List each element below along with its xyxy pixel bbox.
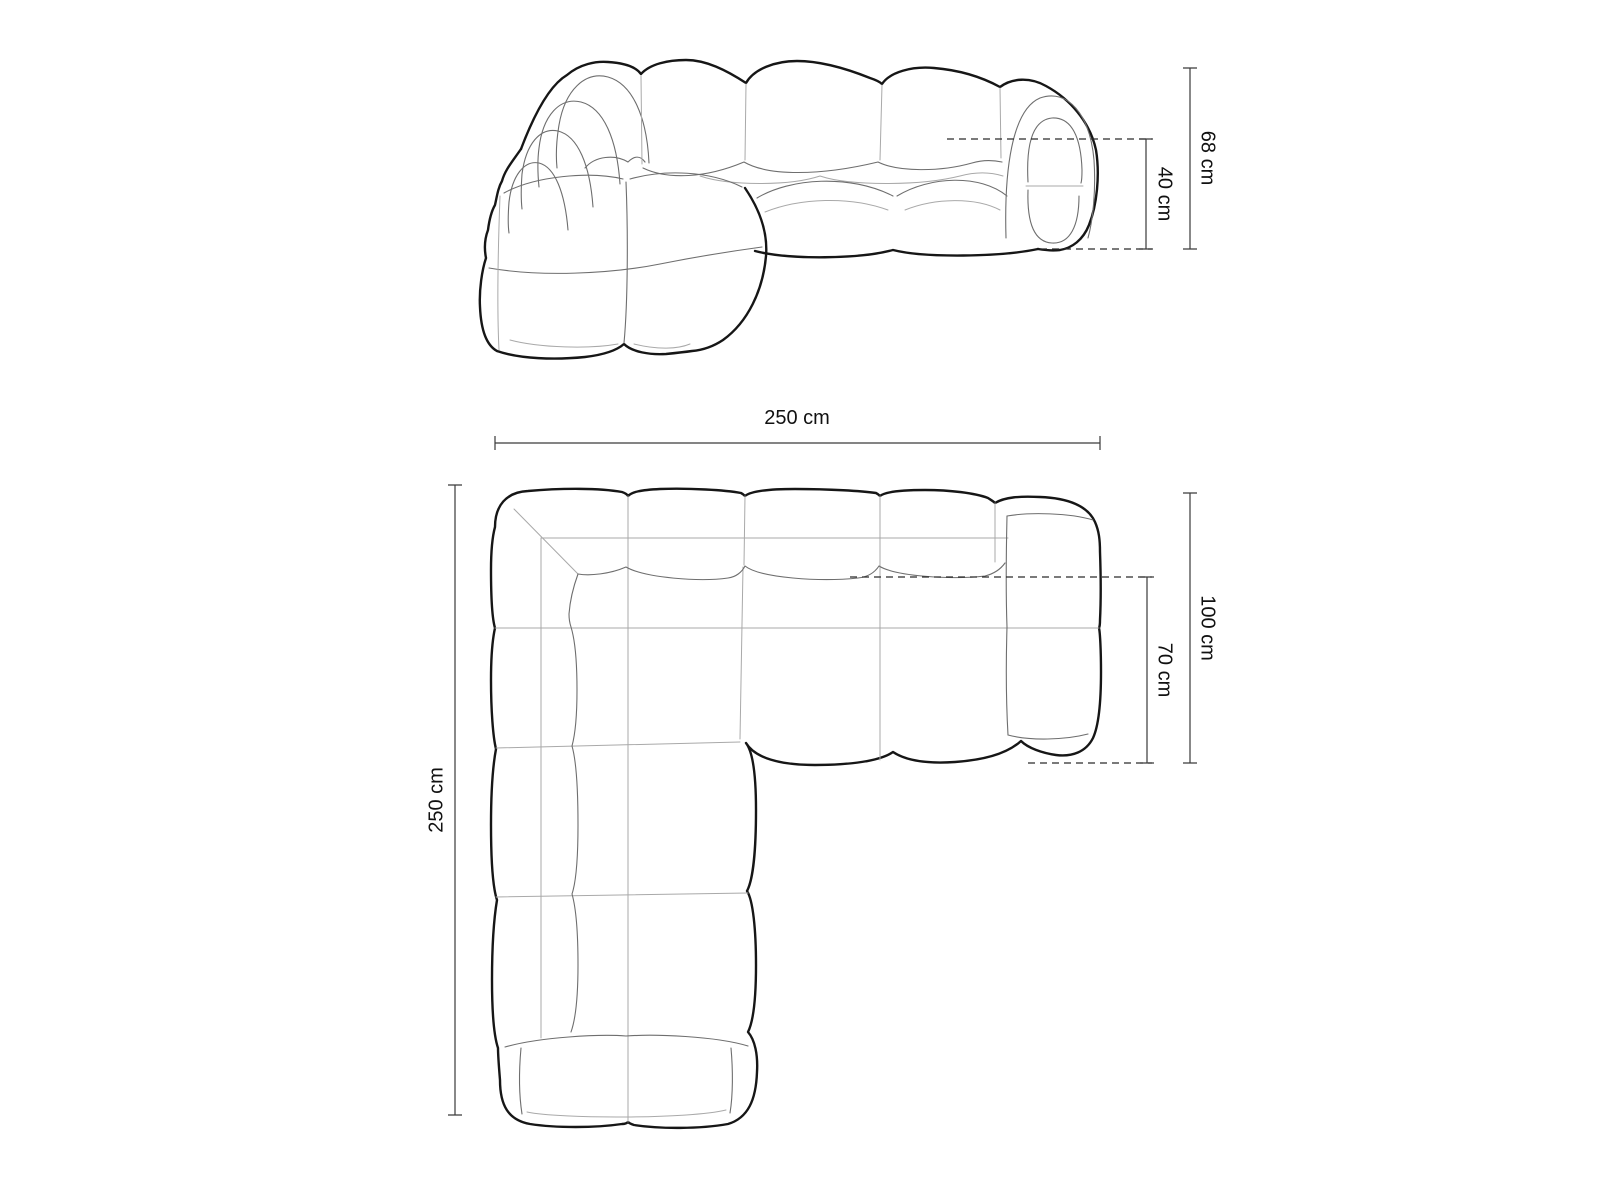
dimension-line-side-depth bbox=[1183, 493, 1219, 763]
front-back-cushion-lines bbox=[641, 76, 1003, 184]
dimension-line-total-height bbox=[1183, 68, 1219, 249]
plan-sofa-outline bbox=[491, 489, 1101, 1128]
front-seat-cushion-lines bbox=[757, 180, 1007, 212]
total-width-label: 250 cm bbox=[764, 407, 830, 429]
total-height-label: 68 cm bbox=[1196, 130, 1219, 186]
dimension-line-seat-height bbox=[1139, 139, 1176, 249]
dimension-line-total-width bbox=[495, 407, 1100, 450]
plan-grid-lines bbox=[495, 496, 1099, 1122]
dimension-line-total-depth bbox=[425, 485, 462, 1115]
front-view bbox=[480, 60, 1219, 359]
plan-right-armrest-lines bbox=[1006, 514, 1093, 739]
front-seat-bottom-edge bbox=[755, 249, 1038, 257]
seat-depth-label: 70 cm bbox=[1153, 642, 1176, 698]
plan-view bbox=[425, 407, 1218, 1128]
plan-backrest-edges bbox=[569, 563, 1005, 1032]
total-depth-label: 250 cm bbox=[425, 767, 448, 833]
front-sofa-outline bbox=[521, 60, 1098, 250]
dimension-line-seat-depth bbox=[1140, 577, 1176, 763]
plan-bottom-armrest-lines bbox=[505, 1035, 748, 1117]
seat-height-label: 40 cm bbox=[1153, 166, 1176, 222]
side-depth-label: 100 cm bbox=[1196, 595, 1219, 661]
front-chaise-lines bbox=[489, 173, 762, 350]
front-corner-arches bbox=[508, 76, 649, 233]
